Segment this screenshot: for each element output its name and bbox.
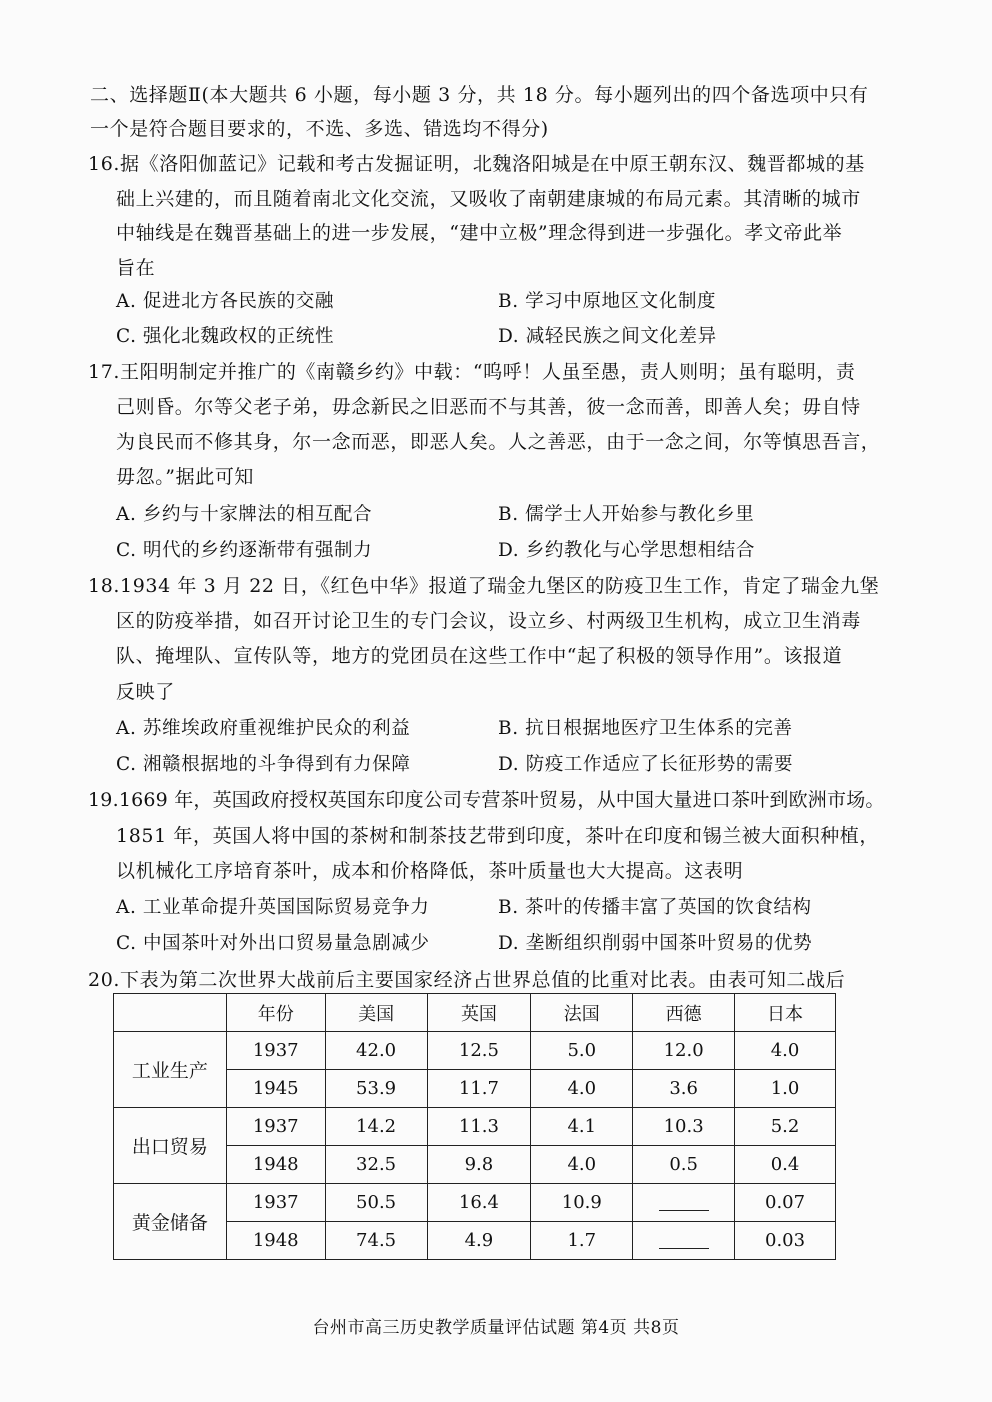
table-cell: 1937 <box>226 1184 325 1222</box>
table-cell: 4.9 <box>427 1222 531 1260</box>
table-cell: 4.0 <box>531 1146 633 1184</box>
table-header-cell <box>114 994 227 1032</box>
q17-line1: 17.王阳明制定并推广的《南赣乡约》中载：“呜呼！人虽至愚，责人则明；虽有聪明，责 <box>88 361 856 383</box>
blank-cell <box>633 1184 735 1222</box>
q19-line3: 以机械化工序培育茶叶，成本和价格降低，茶叶质量也大大提高。这表明 <box>116 860 744 882</box>
table-cell: 1.7 <box>531 1222 633 1260</box>
table-cell: 50.5 <box>325 1184 427 1222</box>
table-cell: 1937 <box>226 1108 325 1146</box>
table-row <box>114 1032 836 1070</box>
table-cell: 4.0 <box>735 1032 836 1070</box>
table-cell: 1948 <box>226 1146 325 1184</box>
category-cell: 工业生产 <box>114 1032 227 1108</box>
q19-line1: 19.1669 年，英国政府授权英国东印度公司专营茶叶贸易，从中国大量进口茶叶到欧洲市场。 <box>88 789 885 811</box>
table-cell: 12.0 <box>633 1032 735 1070</box>
q18-option-c: C. 湘赣根据地的斗争得到有力保障 <box>116 754 411 775</box>
table-cell: 4.1 <box>531 1108 633 1146</box>
q16-option-c: C. 强化北魏政权的正统性 <box>116 326 335 347</box>
q19-option-b: B. 茶叶的传播丰富了英国的饮食结构 <box>498 897 812 918</box>
table-cell: 12.5 <box>427 1032 531 1070</box>
blank-line <box>659 1234 709 1249</box>
table-cell: 1948 <box>226 1222 325 1260</box>
table-cell: 16.4 <box>427 1184 531 1222</box>
table-cell: 4.0 <box>531 1070 633 1108</box>
q16-option-a: A. 促进北方各民族的交融 <box>116 291 334 312</box>
table-cell: 0.5 <box>633 1146 735 1184</box>
q17-option-d: D. 乡约教化与心学思想相结合 <box>498 540 755 561</box>
q17-line4: 毋忽。”据此可知 <box>116 466 255 488</box>
q18-option-b: B. 抗日根据地医疗卫生体系的完善 <box>498 718 793 739</box>
table-header-cell: 西德 <box>633 994 735 1032</box>
q18-line4: 反映了 <box>116 681 175 703</box>
q18-option-d: D. 防疫工作适应了长征形势的需要 <box>498 754 794 775</box>
table-header-cell: 年份 <box>226 994 325 1032</box>
q17-line2: 己则昏。尔等父老子弟，毋念新民之旧恶而不与其善，彼一念而善，即善人矣；毋自恃 <box>116 396 861 418</box>
table-cell: 1937 <box>226 1032 325 1070</box>
table-header-row <box>114 994 836 1032</box>
table-cell: 9.8 <box>427 1146 531 1184</box>
q17-line3: 为良民而不修其身，尔一念而恶，即恶人矣。人之善恶，由于一念之间，尔等慎思吾言， <box>116 431 881 453</box>
q16-option-d: D. 减轻民族之间文化差异 <box>498 326 717 347</box>
q17-option-a: A. 乡约与十家牌法的相互配合 <box>116 504 373 525</box>
blank-cell <box>633 1222 735 1260</box>
page-footer: 台州市高三历史教学质量评估试题 第4页 共8页 <box>312 1318 680 1338</box>
q19-line2: 1851 年，英国人将中国的茶树和制茶技艺带到印度，茶叶在印度和锡兰被大面积种植， <box>116 825 879 847</box>
table-cell: 1.0 <box>735 1070 836 1108</box>
q18-option-a: A. 苏维埃政府重视维护民众的利益 <box>116 718 411 739</box>
table-cell: 10.3 <box>633 1108 735 1146</box>
q16-option-b: B. 学习中原地区文化制度 <box>498 291 717 312</box>
table-cell: 53.9 <box>325 1070 427 1108</box>
q16-line4: 旨在 <box>116 257 156 279</box>
table-cell: 10.9 <box>531 1184 633 1222</box>
q16-line1: 16.据《洛阳伽蓝记》记载和考古发掘证明，北魏洛阳城是在中原王朝东汉、魏晋都城的基 <box>88 153 865 175</box>
category-cell: 黄金储备 <box>114 1184 227 1260</box>
q16-line3: 中轴线是在魏晋基础上的进一步发展，“建中立极”理念得到进一步强化。孝文帝此举 <box>116 222 843 244</box>
q20-line1: 20.下表为第二次世界大战前后主要国家经济占世界总值的比重对比表。由表可知二战后 <box>88 969 846 991</box>
table-cell: 0.03 <box>735 1222 836 1260</box>
economy-share-table <box>113 993 836 1260</box>
table-cell: 42.0 <box>325 1032 427 1070</box>
q18-line3: 队、掩埋队、宣传队等，地方的党团员在这些工作中“起了积极的领导作用”。该报道 <box>116 645 843 667</box>
q17-option-c: C. 明代的乡约逐渐带有强制力 <box>116 540 373 561</box>
table-header-cell: 法国 <box>531 994 633 1032</box>
section-header-line2: 一个是符合题目要求的，不选、多选、错选均不得分) <box>90 118 549 140</box>
table-cell: 5.0 <box>531 1032 633 1070</box>
table-cell: 0.4 <box>735 1146 836 1184</box>
blank-line <box>659 1196 709 1211</box>
table-cell: 0.07 <box>735 1184 836 1222</box>
table-header-cell: 英国 <box>427 994 531 1032</box>
table-cell: 32.5 <box>325 1146 427 1184</box>
table-row <box>114 1184 836 1222</box>
q18-line1: 18.1934 年 3 月 22 日，《红色中华》报道了瑞金九堡区的防疫卫生工作，肯定了瑞金九堡 <box>88 575 880 597</box>
table-cell: 5.2 <box>735 1108 836 1146</box>
table-header-cell: 美国 <box>325 994 427 1032</box>
table-row <box>114 1108 836 1146</box>
table-cell: 74.5 <box>325 1222 427 1260</box>
q19-option-a: A. 工业革命提升英国国际贸易竞争力 <box>116 897 430 918</box>
q19-option-c: C. 中国茶叶对外出口贸易量急剧减少 <box>116 933 430 954</box>
q17-option-b: B. 儒学士人开始参与教化乡里 <box>498 504 755 525</box>
table-cell: 3.6 <box>633 1070 735 1108</box>
table-cell: 11.3 <box>427 1108 531 1146</box>
table-cell: 11.7 <box>427 1070 531 1108</box>
section-header-line1: 二、选择题Ⅱ(本大题共 6 小题，每小题 3 分，共 18 分。每小题列出的四个备选项中只有 <box>90 84 869 106</box>
q16-line2: 础上兴建的，而且随着南北文化交流，又吸收了南朝建康城的布局元素。其清晰的城市 <box>116 188 861 210</box>
table-header-cell: 日本 <box>735 994 836 1032</box>
table-cell: 1945 <box>226 1070 325 1108</box>
q18-line2: 区的防疫举措，如召开讨论卫生的专门会议，设立乡、村两级卫生机构，成立卫生消毒 <box>116 610 861 632</box>
q19-option-d: D. 垄断组织削弱中国茶叶贸易的优势 <box>498 933 813 954</box>
table-cell: 14.2 <box>325 1108 427 1146</box>
category-cell: 出口贸易 <box>114 1108 227 1184</box>
